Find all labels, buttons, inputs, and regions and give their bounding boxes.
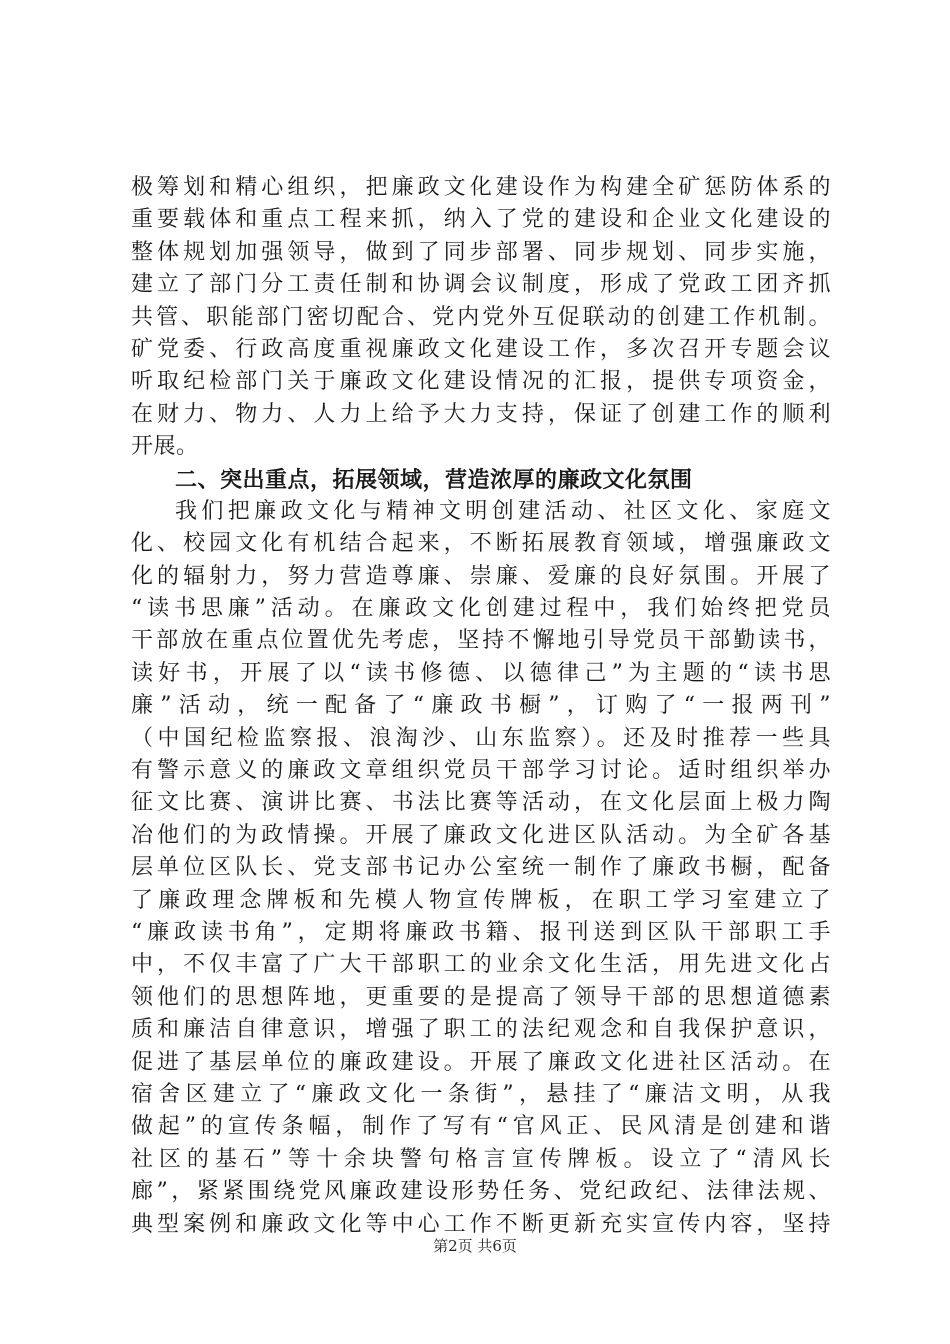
text-line: 冶他们的为政情操。开展了廉政文化进区队活动。为全矿各基 [131, 822, 831, 848]
text-line: 廉”活动，统一配备了“廉政书橱”，订购了“一报两刊” [131, 693, 831, 719]
text-line: 整体规划加强领导，做到了同步部署、同步规划、同步实施， [131, 239, 831, 265]
text-line: 读好书，开展了以“读书修德、以德律己”为主题的“读书思 [131, 660, 831, 686]
text-line: 干部放在重点位置优先考虑，坚持不懈地引导党员干部勤读书， [131, 628, 831, 654]
text-line: 在财力、物力、人力上给予大力支持，保证了创建工作的顺利 [131, 401, 831, 427]
text-line: 质和廉洁自律意识，增强了职工的法纪观念和自我保护意识， [131, 1017, 831, 1043]
paragraph-1 [131, 172, 831, 464]
text-line: （中国纪检监察报、浪淘沙、山东监察）。还及时推荐一些具 [131, 725, 831, 751]
text-line: 建立了部门分工责任制和协调会议制度，形成了党政工团齐抓 [131, 272, 831, 298]
text-line: 重要载体和重点工程来抓，纳入了党的建设和企业文化建设的 [131, 207, 831, 233]
text-line: 开展。 [131, 434, 199, 460]
text-line: 极筹划和精心组织，把廉政文化建设作为构建全矿惩防体系的 [131, 175, 831, 200]
text-line: 层单位区队长、党支部书记办公室统一制作了廉政书橱，配备 [131, 855, 831, 881]
text-line: 领他们的思想阵地，更重要的是提高了领导干部的思想道德素 [131, 984, 831, 1010]
text-line: 矿党委、行政高度重视廉政文化建设工作，多次召开专题会议 [131, 336, 831, 362]
text-line: 了廉政理念牌板和先模人物宣传牌板，在职工学习室建立了 [131, 887, 831, 913]
text-line: 我们把廉政文化与精神文明创建活动、社区文化、家庭文 [175, 498, 831, 524]
text-line: 化的辐射力，努力营造尊廉、崇廉、爱廉的良好氛围。开展了 [131, 563, 831, 589]
text-line: 有警示意义的廉政文章组织党员干部学习讨论。适时组织举办 [131, 758, 831, 784]
text-line: 化、校园文化有机结合起来，不断拓展教育领域，增强廉政文 [131, 531, 831, 557]
text-line: 社区的基石”等十余块警句格言宣传牌板。设立了“清风长 [131, 1146, 831, 1172]
text-line: 中，不仅丰富了广大干部职工的业余文化生活，用先进文化占 [131, 952, 831, 978]
section-heading-2: 二、突出重点，拓展领域，营造浓厚的廉政文化氛围 [175, 466, 693, 493]
paragraph-2 [131, 496, 831, 1241]
text-line: 促进了基层单位的廉政建设。开展了廉政文化进社区活动。在 [131, 1049, 831, 1075]
text-line: 共管、职能部门密切配合、党内党外互促联动的创建工作机制。 [131, 304, 831, 330]
text-line: 典型案例和廉政文化等中心工作不断更新充实宣传内容，坚持 [131, 1211, 831, 1237]
page-footer: 第2页 共6页 [433, 1237, 517, 1255]
text-line: 廊”，紧紧围绕党风廉政建设形势任务、党纪政纪、法律法规、 [131, 1179, 831, 1205]
text-line: “廉政读书角”，定期将廉政书籍、报刊送到区队干部职工手 [131, 919, 831, 945]
text-line: 宿舍区建立了“廉政文化一条街”，悬挂了“廉洁文明，从我 [131, 1081, 831, 1107]
text-line: 做起”的宣传条幅，制作了写有“官风正、民风清是创建和谐 [131, 1114, 831, 1140]
document-body [131, 172, 831, 1241]
text-line: “读书思廉”活动。在廉政文化创建过程中，我们始终把党员 [131, 596, 831, 622]
text-line: 听取纪检部门关于廉政文化建设情况的汇报，提供专项资金， [131, 369, 831, 395]
text-line: 征文比赛、演讲比赛、书法比赛等活动，在文化层面上极力陶 [131, 790, 831, 816]
